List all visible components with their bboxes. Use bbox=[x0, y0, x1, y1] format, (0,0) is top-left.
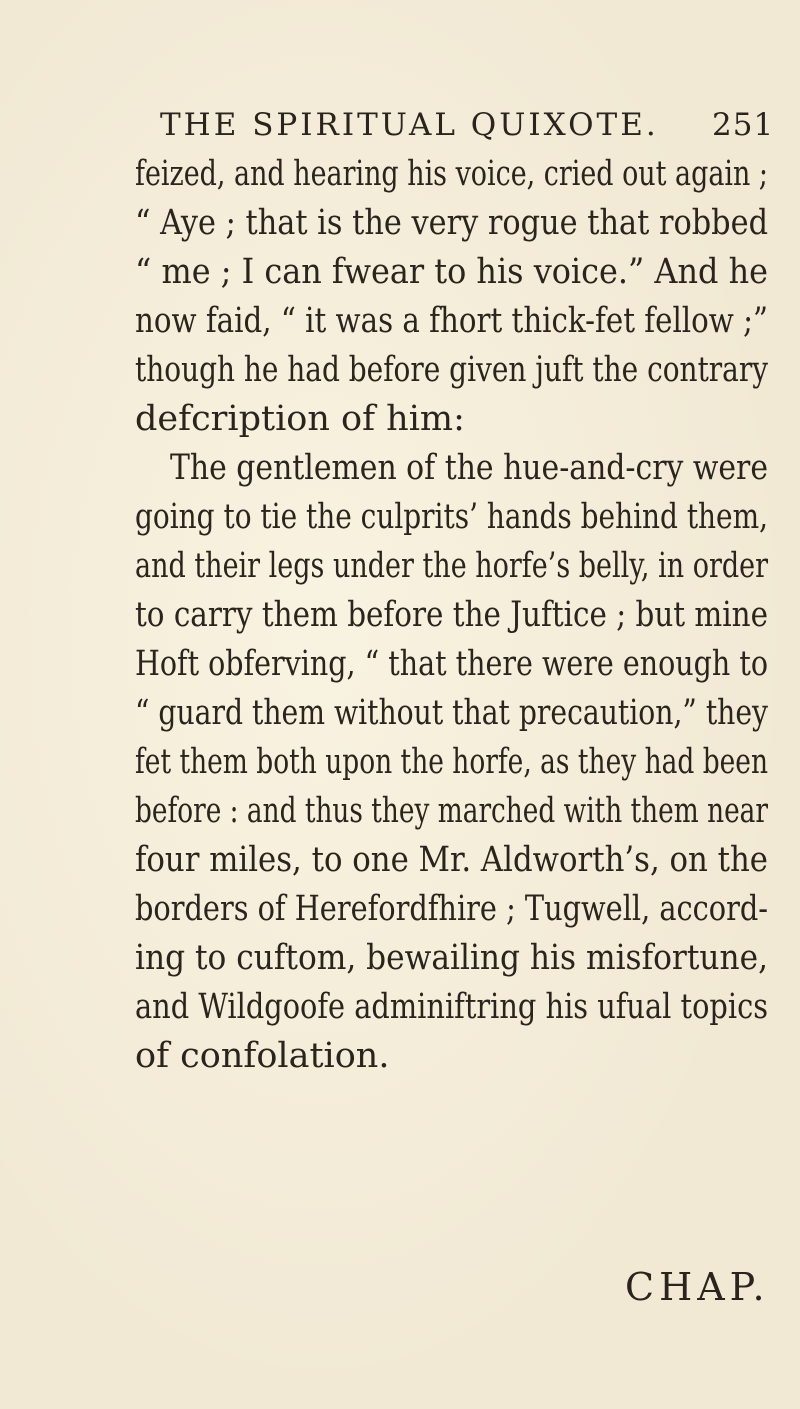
text-line: “ me ; I can fwear to his voice.” And he bbox=[135, 252, 768, 292]
text-line: borders of Herefordfhire ; Tugwell, accord- bbox=[135, 889, 768, 929]
text-line: Hoft obferving, “ that there were enough to bbox=[135, 644, 768, 684]
text-line: going to tie the culprits’ hands behind them, bbox=[135, 497, 768, 537]
text-line: before : and thus they marched with them near bbox=[135, 791, 768, 831]
page-number: 251 bbox=[712, 107, 775, 143]
text-line: now faid, “ it was a fhort thick-fet fellow ;” bbox=[135, 301, 768, 341]
text-line: feized, and hearing his voice, cried out again ; bbox=[135, 154, 768, 194]
running-title: THE SPIRITUAL QUIXOTE. bbox=[160, 107, 659, 143]
text-line: “ Aye ; that is the very rogue that robbed bbox=[135, 203, 768, 243]
text-line: and Wildgoofe adminiftring his ufual topics bbox=[135, 987, 768, 1027]
text-line: of confolation. bbox=[135, 1036, 390, 1076]
text-line: “ guard them without that precaution,” they bbox=[135, 693, 768, 733]
text-line: to carry them before the Juftice ; but mine bbox=[135, 595, 768, 635]
text-line: and their legs under the horfe’s belly, in order bbox=[135, 546, 768, 586]
text-line: though he had before given juft the contrary bbox=[135, 350, 768, 390]
text-line: defcription of him: bbox=[135, 399, 465, 439]
catchword: CHAP. bbox=[625, 1265, 770, 1309]
text-line: The gentlemen of the hue-and-cry were bbox=[170, 448, 768, 488]
text-line: four miles, to one Mr. Aldworth’s, on the bbox=[135, 840, 768, 880]
body-text bbox=[0, 150, 800, 1081]
text-line: ing to cuftom, bewailing his misfortune, bbox=[135, 938, 768, 978]
running-head bbox=[0, 100, 800, 150]
text-line: fet them both upon the horfe, as they had been bbox=[135, 742, 768, 782]
